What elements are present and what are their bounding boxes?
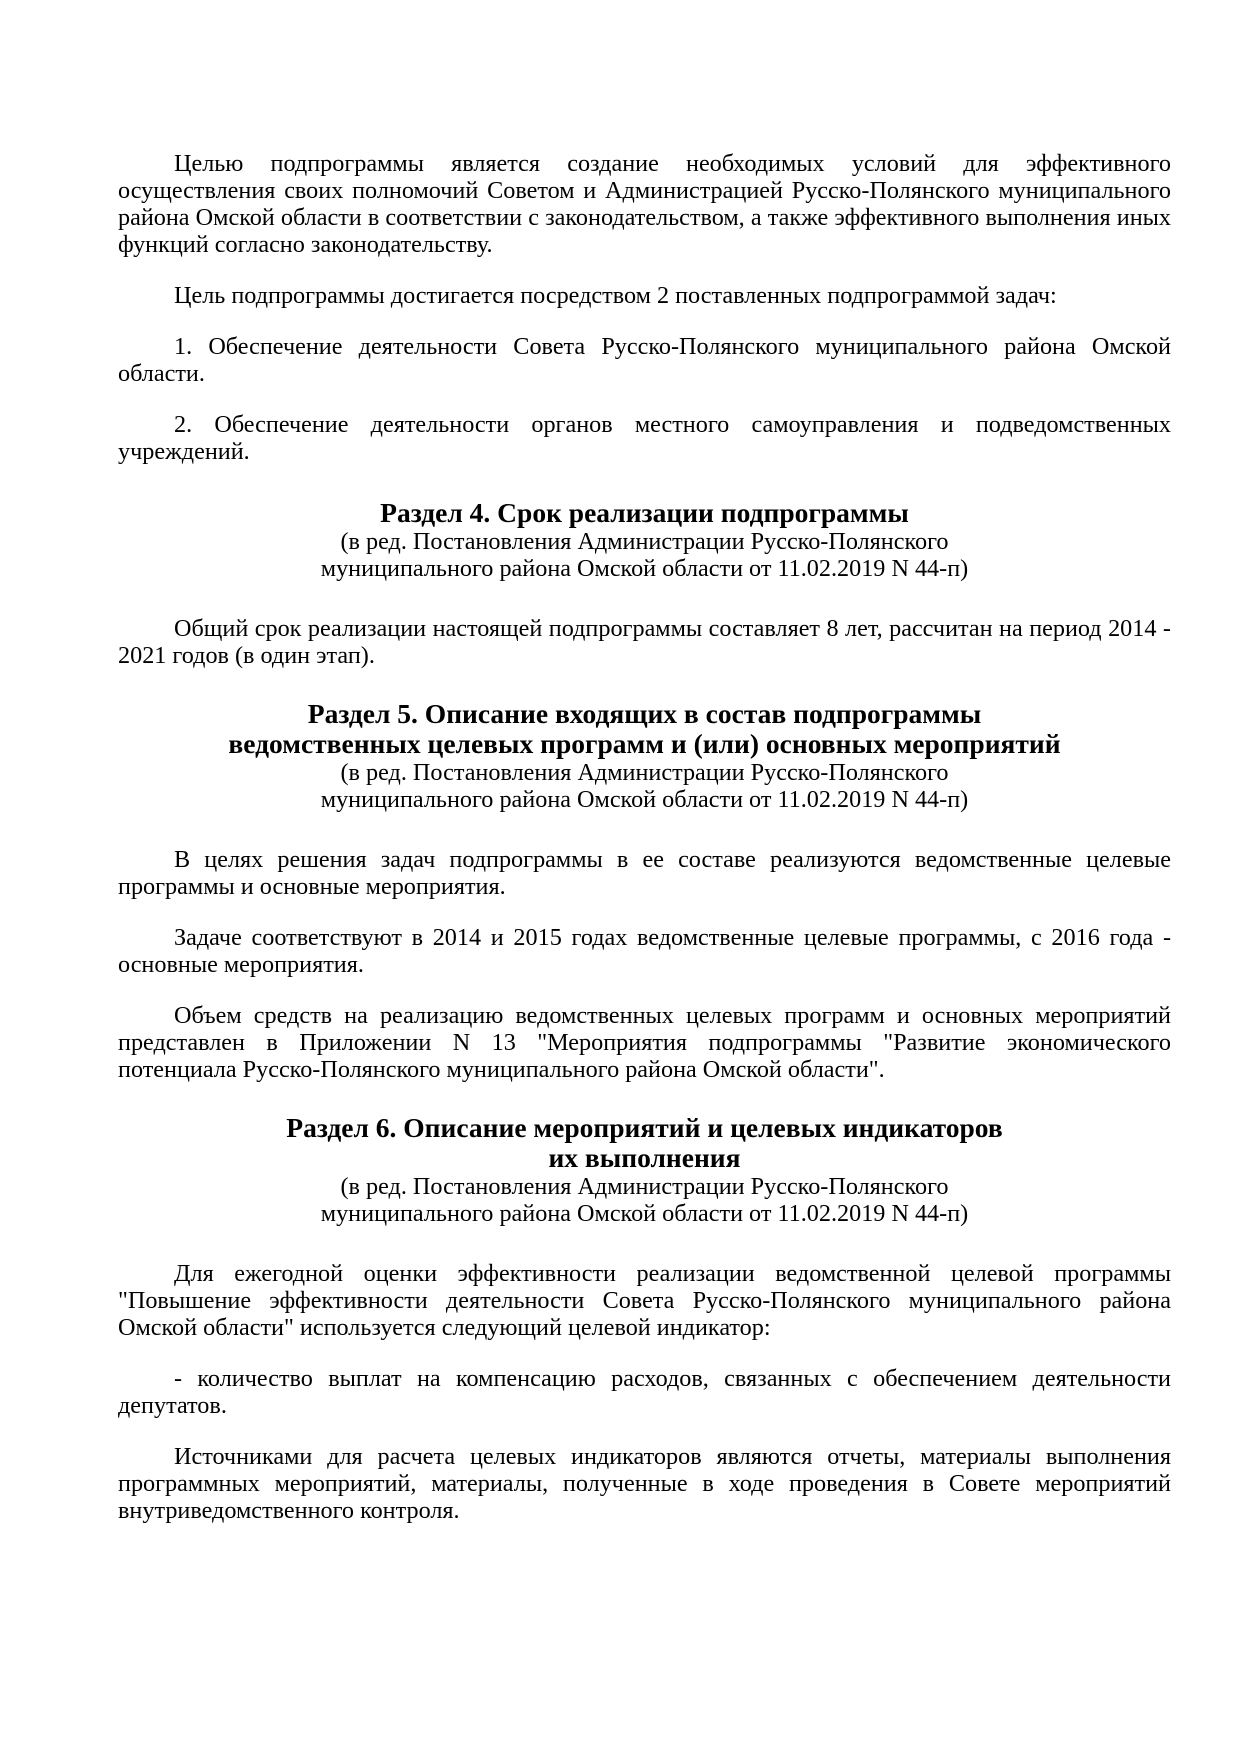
- paragraph-funding: Объем средств на реализацию ведомственных целевых программ и основных мероприятий представлен в Приложении N 13 "Мероприятия подпрограммы "Развитие экономического потенциала Русско-Полянского муниципального района Омской области".: [118, 1002, 1171, 1083]
- section-6-title-line-1: Раздел 6. Описание мероприятий и целевых индикаторов: [286, 1112, 1003, 1143]
- section-6-heading: [118, 1113, 1171, 1227]
- section-6-title-line-2: их выполнения: [548, 1142, 741, 1173]
- paragraph-task-1: 1. Обеспечение деятельности Совета Русско-Полянского муниципального района Омской области.: [118, 333, 1171, 387]
- paragraph-tasks-intro: Цель подпрограммы достигается посредством 2 поставленных подпрограммой задач:: [174, 282, 1057, 309]
- section-5-title-line-2: ведомственных целевых программ и (или) основных мероприятий: [228, 728, 1061, 759]
- paragraph-evaluation: Для ежегодной оценки эффективности реализации ведомственной целевой программы "Повышение эффективности деятельности Совета Русско-Полянского муниципального района Омской области" используется следующий целевой индикатор:: [118, 1260, 1171, 1341]
- document-page: [118, 150, 1171, 1524]
- section-5-amendment-line-2: муниципального района Омской области от 11.02.2019 N 44-п): [320, 786, 969, 813]
- section-4-amendment-line-1: (в ред. Постановления Администрации Русско-Полянского: [340, 528, 949, 555]
- section-6-amendment-line-2: муниципального района Омской области от 11.02.2019 N 44-п): [320, 1200, 969, 1227]
- section-4-title: Раздел 4. Срок реализации подпрограммы: [380, 497, 909, 528]
- paragraph-goal: Целью подпрограммы является создание необходимых условий для эффективного осуществления своих полномочий Советом и Администрацией Русско-Полянского муниципального района Омской области в соответствии с законодательством, а также эффективного выполнения иных функций согласно законодательству.: [118, 150, 1171, 258]
- paragraph-years: Задаче соответствуют в 2014 и 2015 годах ведомственные целевые программы, с 2016 года - основные мероприятия.: [118, 924, 1171, 978]
- paragraph-task-2: 2. Обеспечение деятельности органов местного самоуправления и подведомственных учреждений.: [118, 411, 1171, 465]
- section-4-amendment-line-2: муниципального района Омской области от 11.02.2019 N 44-п): [320, 555, 969, 582]
- section-6-amendment-line-1: (в ред. Постановления Администрации Русско-Полянского: [340, 1173, 949, 1200]
- paragraph-indicator: - количество выплат на компенсацию расходов, связанных с обеспечением деятельности депутатов.: [118, 1365, 1171, 1419]
- paragraph-sources: Источниками для расчета целевых индикаторов являются отчеты, материалы выполнения программных мероприятий, материалы, полученные в ходе проведения в Совете мероприятий внутриведомственного контроля.: [118, 1443, 1171, 1524]
- paragraph-term: Общий срок реализации настоящей подпрограммы составляет 8 лет, рассчитан на период 2014 - 2021 годов (в один этап).: [118, 615, 1171, 669]
- section-5-amendment-line-1: (в ред. Постановления Администрации Русско-Полянского: [340, 759, 949, 786]
- section-4-heading: [118, 498, 1171, 582]
- section-5-title-line-1: Раздел 5. Описание входящих в состав подпрограммы: [307, 698, 982, 729]
- section-5-heading: [118, 699, 1171, 813]
- paragraph-programs: В целях решения задач подпрограммы в ее составе реализуются ведомственные целевые программы и основные мероприятия.: [118, 846, 1171, 900]
